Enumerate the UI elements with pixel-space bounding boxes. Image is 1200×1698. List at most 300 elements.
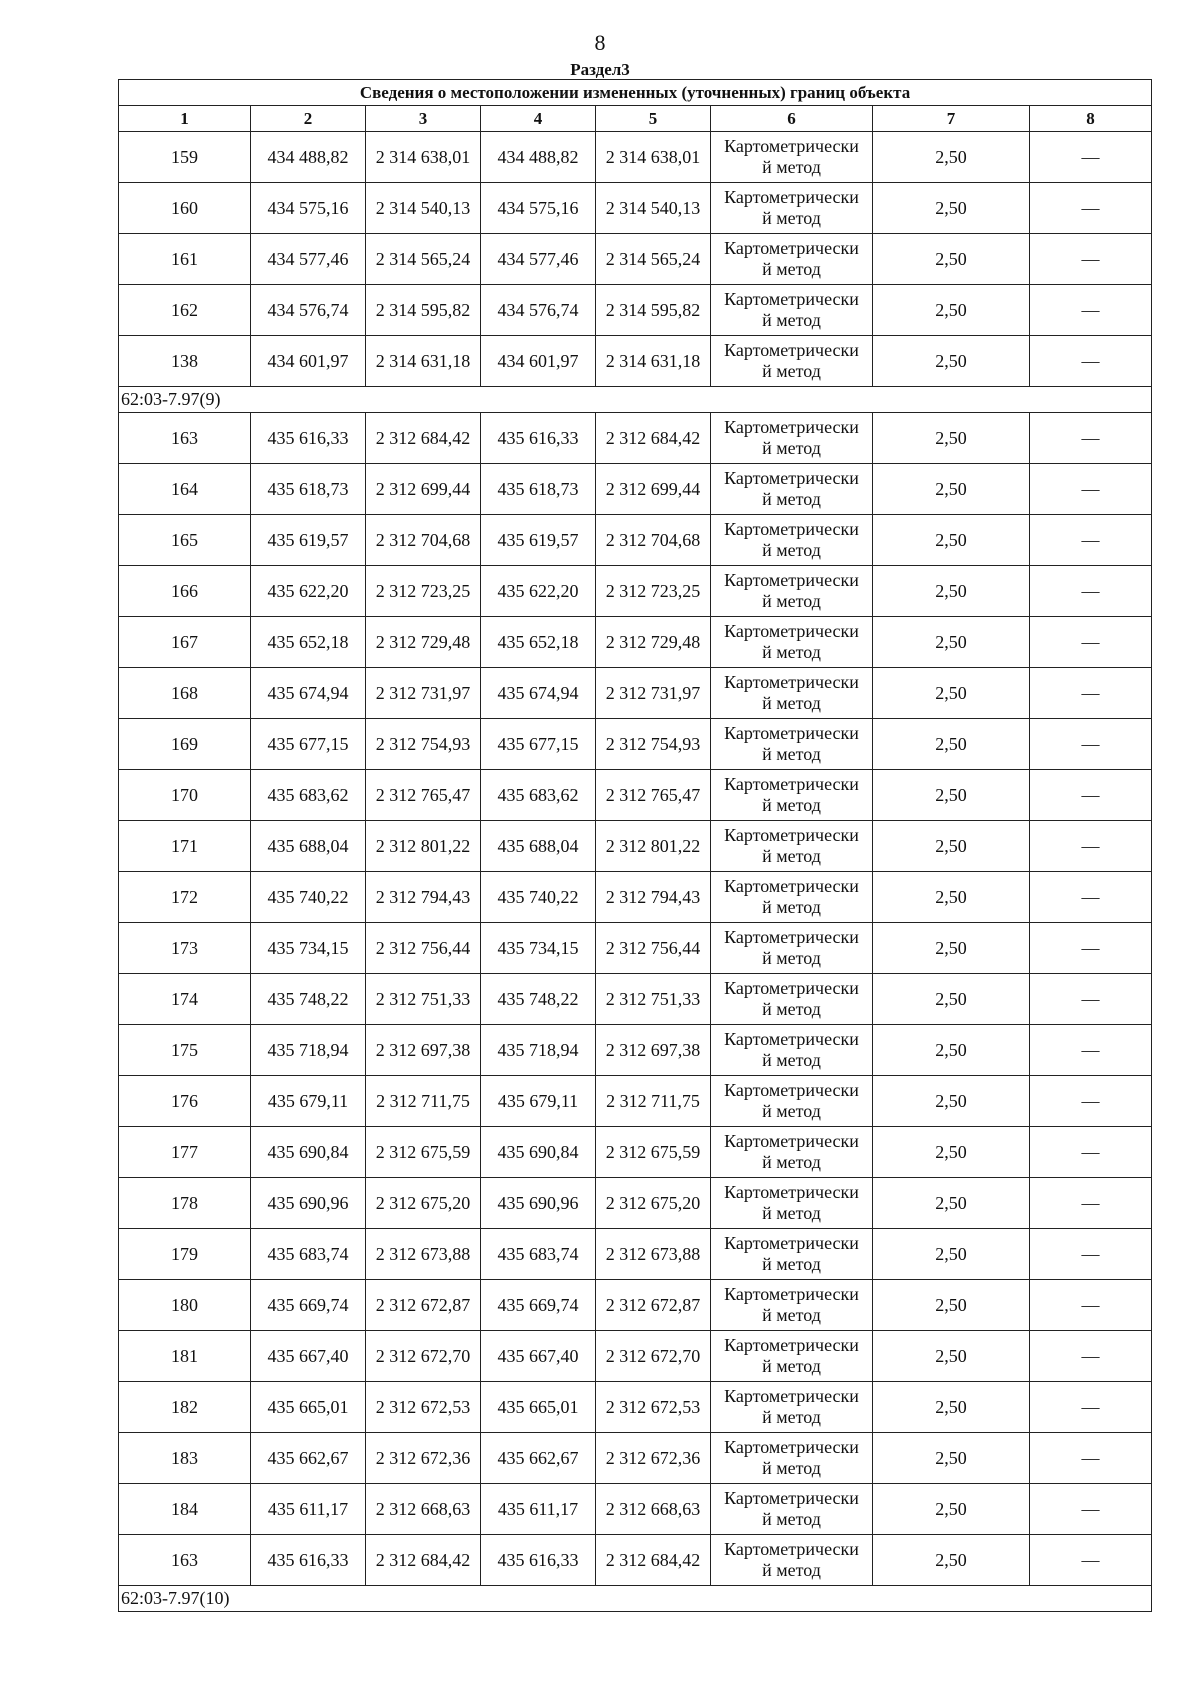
y-old-cell: 2 312 704,68 bbox=[366, 515, 481, 566]
y-old-cell: 2 312 672,53 bbox=[366, 1382, 481, 1433]
method-cell bbox=[711, 336, 873, 387]
table-row bbox=[119, 1280, 1152, 1331]
y-old-cell: 2 312 672,36 bbox=[366, 1433, 481, 1484]
table-row bbox=[119, 515, 1152, 566]
accuracy-cell: 2,50 bbox=[873, 923, 1030, 974]
method-line: й метод bbox=[762, 489, 821, 509]
y-old-cell: 2 312 672,70 bbox=[366, 1331, 481, 1382]
y-old-cell: 2 312 765,47 bbox=[366, 770, 481, 821]
point-number-cell: 163 bbox=[119, 413, 251, 464]
page-number: 8 bbox=[594, 30, 606, 55]
method-line: й метод bbox=[762, 1203, 821, 1223]
method-line: Картометрически bbox=[724, 340, 859, 360]
point-number-cell: 178 bbox=[119, 1178, 251, 1229]
point-number-cell: 180 bbox=[119, 1280, 251, 1331]
x-old-cell: 435 622,20 bbox=[251, 566, 366, 617]
method-line: й метод bbox=[762, 438, 821, 458]
method-line: Картометрически bbox=[724, 1233, 859, 1253]
method-cell bbox=[711, 770, 873, 821]
point-number-cell: 182 bbox=[119, 1382, 251, 1433]
table-row bbox=[119, 1331, 1152, 1382]
x-old-cell: 435 683,62 bbox=[251, 770, 366, 821]
method-line: Картометрически bbox=[724, 1182, 859, 1202]
x-old-cell: 434 575,16 bbox=[251, 183, 366, 234]
y-old-cell: 2 314 595,82 bbox=[366, 285, 481, 336]
y-old-cell: 2 314 565,24 bbox=[366, 234, 481, 285]
description-cell: — bbox=[1030, 1025, 1152, 1076]
description-cell: — bbox=[1030, 132, 1152, 183]
method-line: Картометрически bbox=[724, 723, 859, 743]
method-line: й метод bbox=[762, 157, 821, 177]
x-new-cell: 435 740,22 bbox=[481, 872, 596, 923]
x-old-cell: 435 690,96 bbox=[251, 1178, 366, 1229]
table-row bbox=[119, 183, 1152, 234]
x-new-cell: 435 690,84 bbox=[481, 1127, 596, 1178]
point-number-cell: 167 bbox=[119, 617, 251, 668]
y-new-cell: 2 314 565,24 bbox=[596, 234, 711, 285]
point-number-cell: 160 bbox=[119, 183, 251, 234]
y-old-cell: 2 312 675,20 bbox=[366, 1178, 481, 1229]
point-number-cell: 163 bbox=[119, 1535, 251, 1586]
x-new-cell: 435 690,96 bbox=[481, 1178, 596, 1229]
table-row bbox=[119, 668, 1152, 719]
method-cell bbox=[711, 821, 873, 872]
y-new-cell: 2 312 765,47 bbox=[596, 770, 711, 821]
y-new-cell: 2 314 638,01 bbox=[596, 132, 711, 183]
description-cell: — bbox=[1030, 770, 1152, 821]
x-new-cell: 435 662,67 bbox=[481, 1433, 596, 1484]
point-number-cell: 168 bbox=[119, 668, 251, 719]
method-cell bbox=[711, 872, 873, 923]
method-line: Картометрически bbox=[724, 1131, 859, 1151]
x-new-cell: 435 734,15 bbox=[481, 923, 596, 974]
x-old-cell: 435 669,74 bbox=[251, 1280, 366, 1331]
y-old-cell: 2 314 540,13 bbox=[366, 183, 481, 234]
point-number-cell: 175 bbox=[119, 1025, 251, 1076]
method-line: Картометрически bbox=[724, 289, 859, 309]
accuracy-cell: 2,50 bbox=[873, 1535, 1030, 1586]
x-old-cell: 434 488,82 bbox=[251, 132, 366, 183]
y-new-cell: 2 314 540,13 bbox=[596, 183, 711, 234]
point-number-cell: 164 bbox=[119, 464, 251, 515]
point-number-cell: 171 bbox=[119, 821, 251, 872]
method-cell bbox=[711, 1433, 873, 1484]
table-row bbox=[119, 1535, 1152, 1586]
accuracy-cell: 2,50 bbox=[873, 821, 1030, 872]
table-row bbox=[119, 566, 1152, 617]
table-row bbox=[119, 464, 1152, 515]
description-cell: — bbox=[1030, 1127, 1152, 1178]
method-line: Картометрически bbox=[724, 1386, 859, 1406]
table-row bbox=[119, 923, 1152, 974]
method-line: Картометрически bbox=[724, 1029, 859, 1049]
y-new-cell: 2 312 699,44 bbox=[596, 464, 711, 515]
method-cell bbox=[711, 719, 873, 770]
table-body bbox=[119, 80, 1152, 1612]
description-cell: — bbox=[1030, 719, 1152, 770]
y-new-cell: 2 312 684,42 bbox=[596, 413, 711, 464]
accuracy-cell: 2,50 bbox=[873, 1484, 1030, 1535]
method-cell bbox=[711, 234, 873, 285]
method-line: Картометрически bbox=[724, 1488, 859, 1508]
description-cell: — bbox=[1030, 923, 1152, 974]
description-cell: — bbox=[1030, 413, 1152, 464]
x-old-cell: 435 677,15 bbox=[251, 719, 366, 770]
parcel-group-row bbox=[119, 1586, 1152, 1612]
y-old-cell: 2 312 756,44 bbox=[366, 923, 481, 974]
accuracy-cell: 2,50 bbox=[873, 1433, 1030, 1484]
method-cell bbox=[711, 413, 873, 464]
accuracy-cell: 2,50 bbox=[873, 285, 1030, 336]
y-new-cell: 2 314 595,82 bbox=[596, 285, 711, 336]
method-line: Картометрически bbox=[724, 825, 859, 845]
point-number-cell: 181 bbox=[119, 1331, 251, 1382]
point-number-cell: 173 bbox=[119, 923, 251, 974]
method-cell bbox=[711, 1076, 873, 1127]
x-old-cell: 435 734,15 bbox=[251, 923, 366, 974]
method-cell bbox=[711, 1025, 873, 1076]
method-line: й метод bbox=[762, 1152, 821, 1172]
method-cell bbox=[711, 566, 873, 617]
table-row bbox=[119, 770, 1152, 821]
method-line: й метод bbox=[762, 897, 821, 917]
x-new-cell: 434 488,82 bbox=[481, 132, 596, 183]
y-old-cell: 2 314 631,18 bbox=[366, 336, 481, 387]
description-cell: — bbox=[1030, 1076, 1152, 1127]
method-line: й метод bbox=[762, 999, 821, 1019]
column-number: 1 bbox=[119, 106, 251, 132]
description-cell: — bbox=[1030, 1280, 1152, 1331]
method-line: й метод bbox=[762, 744, 821, 764]
accuracy-cell: 2,50 bbox=[873, 464, 1030, 515]
y-old-cell: 2 312 794,43 bbox=[366, 872, 481, 923]
x-new-cell: 435 674,94 bbox=[481, 668, 596, 719]
point-number-cell: 184 bbox=[119, 1484, 251, 1535]
point-number-cell: 183 bbox=[119, 1433, 251, 1484]
accuracy-cell: 2,50 bbox=[873, 770, 1030, 821]
x-new-cell: 435 667,40 bbox=[481, 1331, 596, 1382]
x-new-cell: 435 677,15 bbox=[481, 719, 596, 770]
table-row bbox=[119, 285, 1152, 336]
table-row bbox=[119, 1076, 1152, 1127]
y-new-cell: 2 312 684,42 bbox=[596, 1535, 711, 1586]
accuracy-cell: 2,50 bbox=[873, 1178, 1030, 1229]
method-line: Картометрически bbox=[724, 417, 859, 437]
method-cell bbox=[711, 1382, 873, 1433]
y-new-cell: 2 312 675,20 bbox=[596, 1178, 711, 1229]
x-new-cell: 435 619,57 bbox=[481, 515, 596, 566]
method-line: Картометрически bbox=[724, 1437, 859, 1457]
x-new-cell: 435 616,33 bbox=[481, 413, 596, 464]
method-cell bbox=[711, 1178, 873, 1229]
y-new-cell: 2 312 801,22 bbox=[596, 821, 711, 872]
coordinates-table bbox=[118, 79, 1152, 1612]
y-new-cell: 2 312 697,38 bbox=[596, 1025, 711, 1076]
method-cell bbox=[711, 285, 873, 336]
method-line: й метод bbox=[762, 1101, 821, 1121]
column-number: 2 bbox=[251, 106, 366, 132]
point-number-cell: 166 bbox=[119, 566, 251, 617]
method-line: Картометрически bbox=[724, 876, 859, 896]
parcel-group-label: 62:03-7.97(10) bbox=[119, 1586, 1152, 1612]
method-cell bbox=[711, 1535, 873, 1586]
accuracy-cell: 2,50 bbox=[873, 566, 1030, 617]
x-old-cell: 435 679,11 bbox=[251, 1076, 366, 1127]
x-old-cell: 435 618,73 bbox=[251, 464, 366, 515]
x-new-cell: 435 652,18 bbox=[481, 617, 596, 668]
method-cell bbox=[711, 617, 873, 668]
method-line: Картометрически bbox=[724, 1080, 859, 1100]
accuracy-cell: 2,50 bbox=[873, 617, 1030, 668]
method-line: Картометрически bbox=[724, 187, 859, 207]
accuracy-cell: 2,50 bbox=[873, 515, 1030, 566]
column-number: 5 bbox=[596, 106, 711, 132]
point-number-cell: 179 bbox=[119, 1229, 251, 1280]
column-number: 4 bbox=[481, 106, 596, 132]
point-number-cell: 174 bbox=[119, 974, 251, 1025]
x-old-cell: 435 665,01 bbox=[251, 1382, 366, 1433]
accuracy-cell: 2,50 bbox=[873, 1076, 1030, 1127]
accuracy-cell: 2,50 bbox=[873, 1280, 1030, 1331]
y-new-cell: 2 312 729,48 bbox=[596, 617, 711, 668]
table-row bbox=[119, 821, 1152, 872]
table-row bbox=[119, 719, 1152, 770]
y-old-cell: 2 312 751,33 bbox=[366, 974, 481, 1025]
description-cell: — bbox=[1030, 285, 1152, 336]
description-cell: — bbox=[1030, 1484, 1152, 1535]
table-row bbox=[119, 1025, 1152, 1076]
table-row bbox=[119, 1178, 1152, 1229]
accuracy-cell: 2,50 bbox=[873, 1229, 1030, 1280]
point-number-cell: 172 bbox=[119, 872, 251, 923]
accuracy-cell: 2,50 bbox=[873, 1025, 1030, 1076]
method-line: й метод bbox=[762, 1458, 821, 1478]
x-old-cell: 435 683,74 bbox=[251, 1229, 366, 1280]
method-line: Картометрически bbox=[724, 1539, 859, 1559]
method-line: й метод bbox=[762, 693, 821, 713]
point-number-cell: 138 bbox=[119, 336, 251, 387]
x-new-cell: 435 618,73 bbox=[481, 464, 596, 515]
method-line: й метод bbox=[762, 1305, 821, 1325]
y-new-cell: 2 312 672,87 bbox=[596, 1280, 711, 1331]
y-new-cell: 2 312 756,44 bbox=[596, 923, 711, 974]
y-old-cell: 2 312 684,42 bbox=[366, 413, 481, 464]
x-old-cell: 435 619,57 bbox=[251, 515, 366, 566]
point-number-cell: 165 bbox=[119, 515, 251, 566]
y-new-cell: 2 312 704,68 bbox=[596, 515, 711, 566]
method-line: й метод bbox=[762, 1356, 821, 1376]
accuracy-cell: 2,50 bbox=[873, 719, 1030, 770]
method-line: Картометрически bbox=[724, 570, 859, 590]
method-line: Картометрически bbox=[724, 927, 859, 947]
x-new-cell: 435 688,04 bbox=[481, 821, 596, 872]
x-new-cell: 435 622,20 bbox=[481, 566, 596, 617]
x-new-cell: 434 601,97 bbox=[481, 336, 596, 387]
y-old-cell: 2 312 675,59 bbox=[366, 1127, 481, 1178]
accuracy-cell: 2,50 bbox=[873, 336, 1030, 387]
y-new-cell: 2 312 723,25 bbox=[596, 566, 711, 617]
description-cell: — bbox=[1030, 1535, 1152, 1586]
description-cell: — bbox=[1030, 566, 1152, 617]
column-number: 6 bbox=[711, 106, 873, 132]
x-new-cell: 434 576,74 bbox=[481, 285, 596, 336]
method-line: й метод bbox=[762, 591, 821, 611]
method-cell bbox=[711, 1229, 873, 1280]
method-line: Картометрически bbox=[724, 1335, 859, 1355]
table-row bbox=[119, 413, 1152, 464]
description-cell: — bbox=[1030, 1382, 1152, 1433]
table-caption: Сведения о местоположении измененных (уточненных) границ объекта bbox=[119, 80, 1152, 106]
description-cell: — bbox=[1030, 183, 1152, 234]
method-cell bbox=[711, 464, 873, 515]
x-new-cell: 435 665,01 bbox=[481, 1382, 596, 1433]
method-cell bbox=[711, 1484, 873, 1535]
accuracy-cell: 2,50 bbox=[873, 183, 1030, 234]
method-cell bbox=[711, 974, 873, 1025]
accuracy-cell: 2,50 bbox=[873, 1331, 1030, 1382]
y-old-cell: 2 314 638,01 bbox=[366, 132, 481, 183]
table-row bbox=[119, 617, 1152, 668]
table-row bbox=[119, 1433, 1152, 1484]
y-new-cell: 2 312 673,88 bbox=[596, 1229, 711, 1280]
table-row bbox=[119, 974, 1152, 1025]
x-old-cell: 435 718,94 bbox=[251, 1025, 366, 1076]
method-cell bbox=[711, 1127, 873, 1178]
method-cell bbox=[711, 1331, 873, 1382]
x-old-cell: 435 690,84 bbox=[251, 1127, 366, 1178]
point-number-cell: 169 bbox=[119, 719, 251, 770]
description-cell: — bbox=[1030, 234, 1152, 285]
method-cell bbox=[711, 515, 873, 566]
y-old-cell: 2 312 731,97 bbox=[366, 668, 481, 719]
table-row bbox=[119, 336, 1152, 387]
point-number-cell: 176 bbox=[119, 1076, 251, 1127]
accuracy-cell: 2,50 bbox=[873, 872, 1030, 923]
y-new-cell: 2 312 672,53 bbox=[596, 1382, 711, 1433]
y-old-cell: 2 312 684,42 bbox=[366, 1535, 481, 1586]
description-cell: — bbox=[1030, 872, 1152, 923]
description-cell: — bbox=[1030, 1331, 1152, 1382]
table-row bbox=[119, 1484, 1152, 1535]
x-old-cell: 435 652,18 bbox=[251, 617, 366, 668]
x-new-cell: 435 748,22 bbox=[481, 974, 596, 1025]
accuracy-cell: 2,50 bbox=[873, 1127, 1030, 1178]
method-line: й метод bbox=[762, 948, 821, 968]
method-line: Картометрически bbox=[724, 1284, 859, 1304]
description-cell: — bbox=[1030, 1229, 1152, 1280]
method-line: й метод bbox=[762, 1050, 821, 1070]
y-old-cell: 2 312 697,38 bbox=[366, 1025, 481, 1076]
column-number: 7 bbox=[873, 106, 1030, 132]
method-cell bbox=[711, 923, 873, 974]
description-cell: — bbox=[1030, 617, 1152, 668]
method-line: й метод bbox=[762, 642, 821, 662]
table-row bbox=[119, 872, 1152, 923]
method-line: Картометрически bbox=[724, 519, 859, 539]
y-new-cell: 2 312 754,93 bbox=[596, 719, 711, 770]
y-new-cell: 2 312 668,63 bbox=[596, 1484, 711, 1535]
table-row bbox=[119, 1127, 1152, 1178]
y-new-cell: 2 312 711,75 bbox=[596, 1076, 711, 1127]
point-number-cell: 161 bbox=[119, 234, 251, 285]
description-cell: — bbox=[1030, 668, 1152, 719]
method-line: й метод bbox=[762, 310, 821, 330]
method-line: Картометрически bbox=[724, 136, 859, 156]
x-new-cell: 435 718,94 bbox=[481, 1025, 596, 1076]
x-old-cell: 434 576,74 bbox=[251, 285, 366, 336]
point-number-cell: 159 bbox=[119, 132, 251, 183]
x-old-cell: 435 616,33 bbox=[251, 413, 366, 464]
description-cell: — bbox=[1030, 821, 1152, 872]
x-old-cell: 435 662,67 bbox=[251, 1433, 366, 1484]
method-line: й метод bbox=[762, 361, 821, 381]
x-old-cell: 435 616,33 bbox=[251, 1535, 366, 1586]
y-old-cell: 2 312 699,44 bbox=[366, 464, 481, 515]
y-old-cell: 2 312 754,93 bbox=[366, 719, 481, 770]
y-new-cell: 2 312 731,97 bbox=[596, 668, 711, 719]
point-number-cell: 177 bbox=[119, 1127, 251, 1178]
section-title: Раздел3 bbox=[570, 60, 630, 79]
x-old-cell: 435 748,22 bbox=[251, 974, 366, 1025]
method-cell bbox=[711, 668, 873, 719]
y-new-cell: 2 312 751,33 bbox=[596, 974, 711, 1025]
table-caption-row bbox=[119, 80, 1152, 106]
x-old-cell: 435 611,17 bbox=[251, 1484, 366, 1535]
method-line: й метод bbox=[762, 795, 821, 815]
method-cell bbox=[711, 132, 873, 183]
y-old-cell: 2 312 673,88 bbox=[366, 1229, 481, 1280]
table-row bbox=[119, 1229, 1152, 1280]
method-line: й метод bbox=[762, 846, 821, 866]
accuracy-cell: 2,50 bbox=[873, 1382, 1030, 1433]
table-row bbox=[119, 234, 1152, 285]
point-number-cell: 162 bbox=[119, 285, 251, 336]
method-line: й метод bbox=[762, 1407, 821, 1427]
x-old-cell: 434 601,97 bbox=[251, 336, 366, 387]
description-cell: — bbox=[1030, 1178, 1152, 1229]
x-new-cell: 435 616,33 bbox=[481, 1535, 596, 1586]
x-new-cell: 435 683,74 bbox=[481, 1229, 596, 1280]
table-row bbox=[119, 132, 1152, 183]
x-old-cell: 435 688,04 bbox=[251, 821, 366, 872]
method-line: й метод bbox=[762, 208, 821, 228]
method-line: Картометрически bbox=[724, 774, 859, 794]
method-line: й метод bbox=[762, 1254, 821, 1274]
parcel-group-label: 62:03-7.97(9) bbox=[119, 387, 1152, 413]
column-number: 3 bbox=[366, 106, 481, 132]
method-line: Картометрически bbox=[724, 978, 859, 998]
y-old-cell: 2 312 801,22 bbox=[366, 821, 481, 872]
y-new-cell: 2 312 672,36 bbox=[596, 1433, 711, 1484]
x-old-cell: 435 667,40 bbox=[251, 1331, 366, 1382]
description-cell: — bbox=[1030, 464, 1152, 515]
y-old-cell: 2 312 668,63 bbox=[366, 1484, 481, 1535]
y-old-cell: 2 312 672,87 bbox=[366, 1280, 481, 1331]
method-line: Картометрически bbox=[724, 672, 859, 692]
method-line: й метод bbox=[762, 1560, 821, 1580]
y-new-cell: 2 312 672,70 bbox=[596, 1331, 711, 1382]
method-line: й метод bbox=[762, 259, 821, 279]
y-new-cell: 2 314 631,18 bbox=[596, 336, 711, 387]
x-new-cell: 434 575,16 bbox=[481, 183, 596, 234]
column-number-row bbox=[119, 106, 1152, 132]
point-number-cell: 170 bbox=[119, 770, 251, 821]
method-cell bbox=[711, 1280, 873, 1331]
method-line: Картометрически bbox=[724, 468, 859, 488]
x-old-cell: 434 577,46 bbox=[251, 234, 366, 285]
accuracy-cell: 2,50 bbox=[873, 668, 1030, 719]
method-cell bbox=[711, 183, 873, 234]
